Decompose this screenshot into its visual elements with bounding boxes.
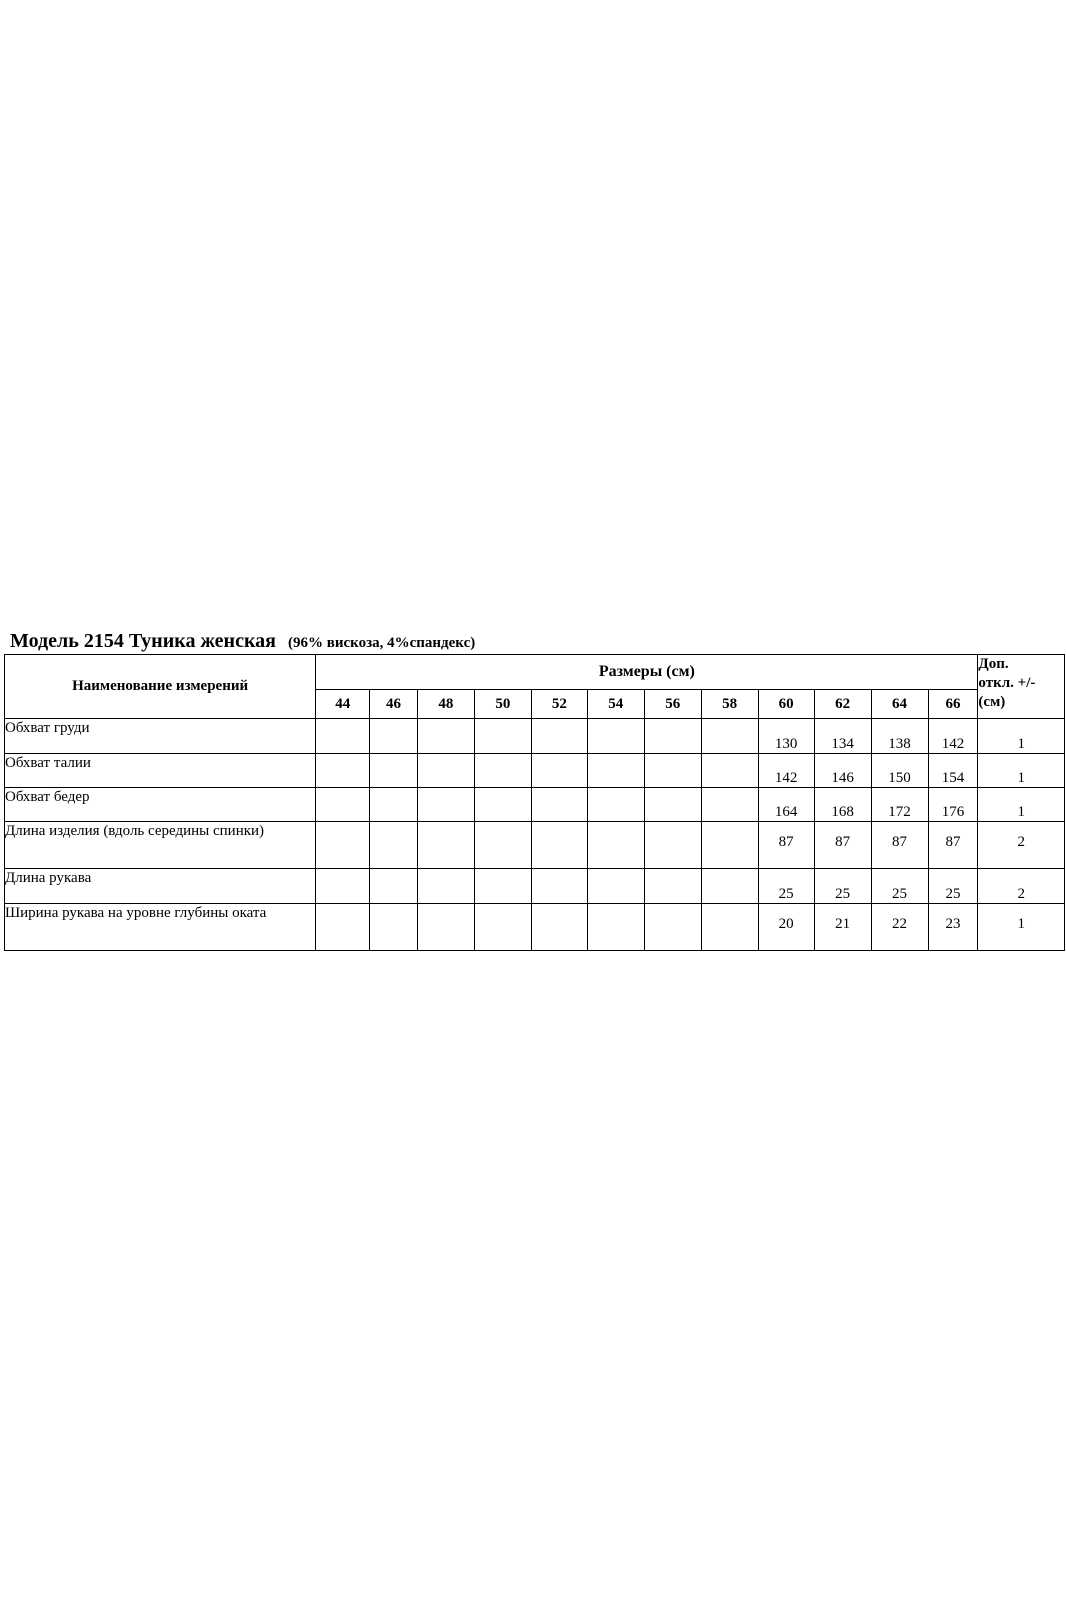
measurement-name: Длина изделия (вдоль середины спинки) xyxy=(5,822,316,869)
size-value-cell xyxy=(701,869,758,904)
measurement-name: Ширина рукава на уровне глубины оката xyxy=(5,904,316,951)
size-value-cell xyxy=(316,904,370,951)
size-value-cell: 172 xyxy=(871,788,928,822)
size-value-cell xyxy=(370,788,418,822)
table-row xyxy=(5,719,1065,754)
size-header-cell: 62 xyxy=(814,690,871,719)
tolerance-header-line: Доп. xyxy=(978,656,1009,672)
measurement-name-header: Наименование измерений xyxy=(5,655,316,719)
size-value-cell xyxy=(587,719,644,754)
size-value-cell xyxy=(587,904,644,951)
size-value-cell: 25 xyxy=(814,869,871,904)
size-value-cell xyxy=(417,754,474,788)
table-row xyxy=(5,904,1065,951)
model-title: Модель 2154 Туника женская xyxy=(10,630,276,652)
size-value-cell xyxy=(370,719,418,754)
size-value-cell xyxy=(474,869,531,904)
table-row xyxy=(5,754,1065,788)
measurement-name: Обхват груди xyxy=(5,719,316,754)
size-value-cell xyxy=(316,719,370,754)
size-value-cell xyxy=(644,788,701,822)
tolerance-value-cell: 1 xyxy=(978,754,1065,788)
size-value-cell: 168 xyxy=(814,788,871,822)
size-value-cell: 134 xyxy=(814,719,871,754)
size-value-cell xyxy=(316,869,370,904)
size-header-cell: 60 xyxy=(758,690,814,719)
size-value-cell xyxy=(701,788,758,822)
size-value-cell xyxy=(701,904,758,951)
size-header-cell: 54 xyxy=(587,690,644,719)
size-value-cell: 25 xyxy=(758,869,814,904)
table-row xyxy=(5,869,1065,904)
table-row xyxy=(5,788,1065,822)
size-value-cell xyxy=(474,754,531,788)
size-value-cell xyxy=(531,869,587,904)
table-row xyxy=(5,822,1065,869)
size-value-cell: 87 xyxy=(814,822,871,869)
size-header-cell: 44 xyxy=(316,690,370,719)
size-value-cell xyxy=(531,904,587,951)
size-header-cell: 48 xyxy=(417,690,474,719)
size-value-cell: 22 xyxy=(871,904,928,951)
measurement-name: Обхват талии xyxy=(5,754,316,788)
size-value-cell xyxy=(701,822,758,869)
size-value-cell: 150 xyxy=(871,754,928,788)
size-value-cell xyxy=(644,869,701,904)
size-value-cell xyxy=(587,754,644,788)
size-value-cell xyxy=(474,788,531,822)
size-value-cell xyxy=(701,719,758,754)
size-value-cell: 21 xyxy=(814,904,871,951)
measurement-name: Обхват бедер xyxy=(5,788,316,822)
size-value-cell: 25 xyxy=(871,869,928,904)
size-value-cell xyxy=(417,719,474,754)
size-header-cell: 64 xyxy=(871,690,928,719)
size-value-cell xyxy=(531,719,587,754)
size-header-cell: 52 xyxy=(531,690,587,719)
size-value-cell: 25 xyxy=(928,869,978,904)
size-value-cell xyxy=(417,822,474,869)
size-value-cell xyxy=(644,822,701,869)
size-value-cell xyxy=(644,719,701,754)
size-value-cell xyxy=(644,754,701,788)
size-header-cell: 46 xyxy=(370,690,418,719)
size-value-cell: 130 xyxy=(758,719,814,754)
size-value-cell xyxy=(417,869,474,904)
size-value-cell xyxy=(316,788,370,822)
size-header-cell: 66 xyxy=(928,690,978,719)
size-value-cell: 138 xyxy=(871,719,928,754)
size-value-cell xyxy=(370,904,418,951)
size-table xyxy=(4,654,1065,951)
size-value-cell xyxy=(644,904,701,951)
size-value-cell: 20 xyxy=(758,904,814,951)
size-value-cell: 142 xyxy=(928,719,978,754)
size-value-cell xyxy=(417,788,474,822)
measurement-name: Длина рукава xyxy=(5,869,316,904)
tolerance-value-cell: 1 xyxy=(978,788,1065,822)
tolerance-header-line: (см) xyxy=(978,694,1006,710)
tolerance-value-cell: 2 xyxy=(978,822,1065,869)
size-value-cell xyxy=(587,869,644,904)
size-value-cell: 146 xyxy=(814,754,871,788)
size-value-cell xyxy=(531,822,587,869)
size-value-cell: 87 xyxy=(871,822,928,869)
fabric-composition: (96% вискоза, 4%спандекс) xyxy=(288,635,476,651)
size-value-cell: 176 xyxy=(928,788,978,822)
size-value-cell xyxy=(316,822,370,869)
header-row-top xyxy=(5,655,1065,690)
size-value-cell: 142 xyxy=(758,754,814,788)
size-value-cell: 154 xyxy=(928,754,978,788)
size-header-cell: 58 xyxy=(701,690,758,719)
size-value-cell xyxy=(531,788,587,822)
size-value-cell xyxy=(370,754,418,788)
size-value-cell: 23 xyxy=(928,904,978,951)
size-value-cell xyxy=(474,719,531,754)
tolerance-header xyxy=(978,655,1065,719)
tolerance-value-cell: 1 xyxy=(978,719,1065,754)
document-title-line xyxy=(10,630,475,653)
size-value-cell xyxy=(531,754,587,788)
sizes-header: Размеры (см) xyxy=(316,655,978,690)
size-value-cell: 87 xyxy=(758,822,814,869)
size-value-cell xyxy=(370,822,418,869)
size-value-cell xyxy=(417,904,474,951)
size-header-cell: 56 xyxy=(644,690,701,719)
size-value-cell xyxy=(587,822,644,869)
tolerance-value-cell: 2 xyxy=(978,869,1065,904)
size-value-cell: 87 xyxy=(928,822,978,869)
size-value-cell xyxy=(587,788,644,822)
size-value-cell xyxy=(316,754,370,788)
size-value-cell xyxy=(370,869,418,904)
tolerance-header-line: откл. +/- xyxy=(978,675,1036,691)
size-value-cell xyxy=(701,754,758,788)
size-header-cell: 50 xyxy=(474,690,531,719)
size-value-cell: 164 xyxy=(758,788,814,822)
size-value-cell xyxy=(474,822,531,869)
tolerance-value-cell: 1 xyxy=(978,904,1065,951)
size-value-cell xyxy=(474,904,531,951)
